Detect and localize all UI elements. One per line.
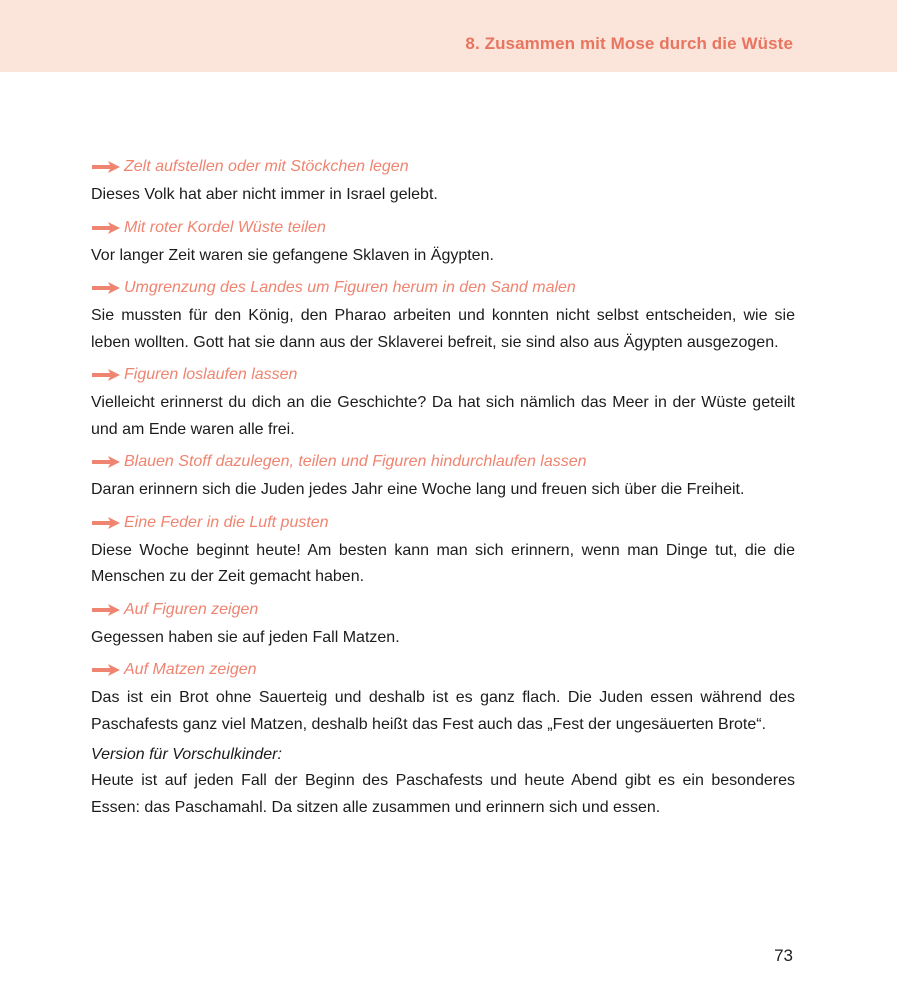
instruction-line <box>91 213 795 243</box>
story-paragraph: Dieses Volk hat aber nicht immer in Israel gelebt. <box>91 186 438 203</box>
instruction-line <box>91 273 795 303</box>
story-paragraph: Diese Woche beginnt heute! Am besten kann man sich erinnern, wenn man Dinge tut, die die Menschen zu der Zeit gemacht haben. <box>91 541 795 585</box>
story-paragraph: Das ist ein Brot ohne Sauerteig und deshalb ist es ganz flach. Die Juden essen während des Paschafests ganz viel Matzen, deshalb heißt das Fest auch das „Fest der ungesäuerten Brote“. <box>91 689 795 733</box>
arrow-right-icon <box>91 455 121 469</box>
instruction-line <box>91 595 795 625</box>
instruction-text: Mit roter Kordel Wüste teilen <box>124 218 326 236</box>
arrow-right-icon <box>91 160 121 174</box>
arrow-right-icon <box>91 281 121 295</box>
instruction-line <box>91 655 795 685</box>
page-number: 73 <box>774 946 793 965</box>
arrow-right-icon <box>91 516 121 530</box>
instruction-line <box>91 360 795 390</box>
story-paragraph: Sie mussten für den König, den Pharao arbeiten und konnten nicht selbst entscheiden, wie sie leben wollten. Gott hat sie dann aus der Sklaverei befreit, sie sind also aus Ägypten ausgezogen. <box>91 307 795 351</box>
story-paragraph: Vor langer Zeit waren sie gefangene Sklaven in Ägypten. <box>91 246 494 264</box>
chapter-title: 8. Zusammen mit Mose durch die Wüste <box>465 34 793 53</box>
story-paragraph: Heute ist auf jeden Fall der Beginn des Paschafests und heute Abend gibt es ein besonderes Essen: das Paschamahl. Da sitzen alle zusammen und erinnern sich und essen. <box>91 772 795 816</box>
instruction-text: Zelt aufstellen oder mit Stöckchen legen <box>124 158 409 175</box>
instruction-line <box>91 152 795 182</box>
instruction-text: Eine Feder in die Luft pusten <box>124 513 329 531</box>
instruction-line <box>91 508 795 538</box>
story-paragraph: Gegessen haben sie auf jeden Fall Matzen. <box>91 628 400 646</box>
arrow-right-icon <box>91 368 121 382</box>
instruction-text: Auf Figuren zeigen <box>124 600 259 618</box>
arrow-right-icon <box>91 603 121 617</box>
instruction-text: Auf Matzen zeigen <box>124 661 257 678</box>
arrow-right-icon <box>91 663 121 677</box>
story-text <box>91 152 795 825</box>
story-paragraph: Vielleicht erinnerst du dich an die Geschichte? Da hat sich nämlich das Meer in der Wüste geteilt und am Ende waren alle frei. <box>91 394 795 438</box>
arrow-right-icon <box>91 221 121 235</box>
version-heading: Version für Vorschulkinder: <box>91 746 282 763</box>
instruction-line <box>91 447 795 477</box>
story-paragraph: Daran erinnern sich die Juden jedes Jahr eine Woche lang und freuen sich über die Freiheit. <box>91 481 745 498</box>
instruction-text: Figuren loslaufen lassen <box>124 366 298 383</box>
header-torn-edge <box>0 60 897 74</box>
instruction-text: Blauen Stoff dazulegen, teilen und Figuren hindurchlaufen lassen <box>124 453 587 470</box>
instruction-text: Umgrenzung des Landes um Figuren herum in den Sand malen <box>124 279 576 296</box>
